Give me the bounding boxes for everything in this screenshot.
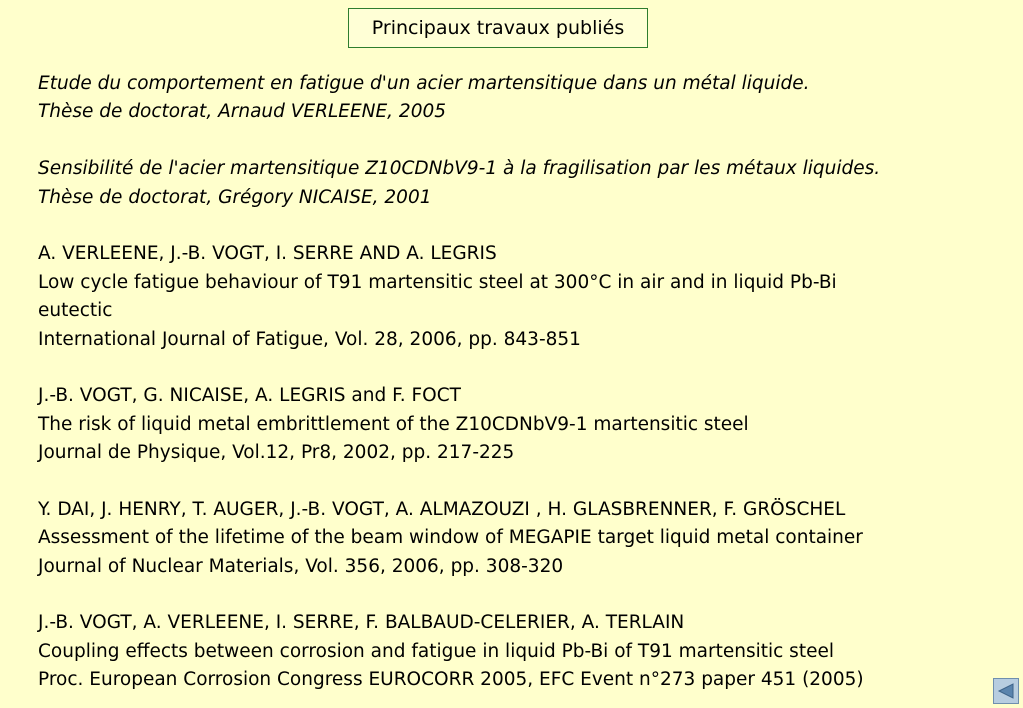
publication-authors: A. VERLEENE, J.-B. VOGT, I. SERRE AND A. LEGRIS	[38, 243, 497, 265]
publication-item	[38, 609, 998, 694]
publication-item	[38, 382, 998, 467]
publication-item	[38, 155, 998, 212]
spacer	[38, 581, 998, 609]
page-title-box	[348, 8, 648, 48]
publication-authors: J.-B. VOGT, A. VERLEENE, I. SERRE, F. BALBAUD-CELERIER, A. TERLAIN	[38, 612, 685, 634]
spacer	[38, 212, 998, 240]
publication-line: Thèse de doctorat, Grégory NICAISE, 2001	[38, 186, 432, 208]
publication-source: Proc. European Corrosion Congress EUROCORR 2005, EFC Event n°273 paper 451 (2005)	[38, 669, 864, 691]
publication-source: Journal de Physique, Vol.12, Pr8, 2002, pp. 217-225	[38, 442, 515, 464]
previous-slide-button[interactable]	[993, 678, 1019, 704]
publication-line: Thèse de doctorat, Arnaud VERLEENE, 2005	[38, 101, 447, 123]
publication-title: Coupling effects between corrosion and fatigue in liquid Pb-Bi of T91 martensitic steel	[38, 640, 834, 662]
publication-title: Low cycle fatigue behaviour of T91 martensitic steel at 300°C in air and in liquid Pb-Bi	[38, 271, 837, 293]
publication-item	[38, 240, 998, 354]
publication-line: Etude du comportement en fatigue d'un acier martensitique dans un métal liquide.	[38, 73, 810, 94]
publication-list	[38, 70, 998, 695]
publication-authors: J.-B. VOGT, G. NICAISE, A. LEGRIS and F. FOCT	[38, 385, 461, 407]
publication-item	[38, 70, 998, 127]
spacer	[38, 354, 998, 382]
publication-title: Assessment of the lifetime of the beam window of MEGAPIE target liquid metal container	[38, 527, 863, 549]
publication-authors: Y. DAI, J. HENRY, T. AUGER, J.-B. VOGT, A. ALMAZOUZI , H. GLASBRENNER, F. GRÖSCHEL	[38, 498, 846, 520]
publication-line: Sensibilité de l'acier martensitique Z10CDNbV9-1 à la fragilisation par les métaux liquides.	[38, 158, 881, 180]
spacer	[38, 127, 998, 155]
previous-arrow-icon	[996, 682, 1016, 700]
spacer	[38, 467, 998, 495]
publication-source: Journal of Nuclear Materials, Vol. 356, 2006, pp. 308-320	[38, 555, 564, 577]
publication-item	[38, 496, 998, 581]
publication-title: eutectic	[38, 300, 113, 322]
publication-source: International Journal of Fatigue, Vol. 28, 2006, pp. 843-851	[38, 328, 581, 350]
publication-title: The risk of liquid metal embrittlement of the Z10CDNbV9-1 martensitic steel	[38, 413, 749, 435]
page-title: Principaux travaux publiés	[371, 17, 625, 39]
